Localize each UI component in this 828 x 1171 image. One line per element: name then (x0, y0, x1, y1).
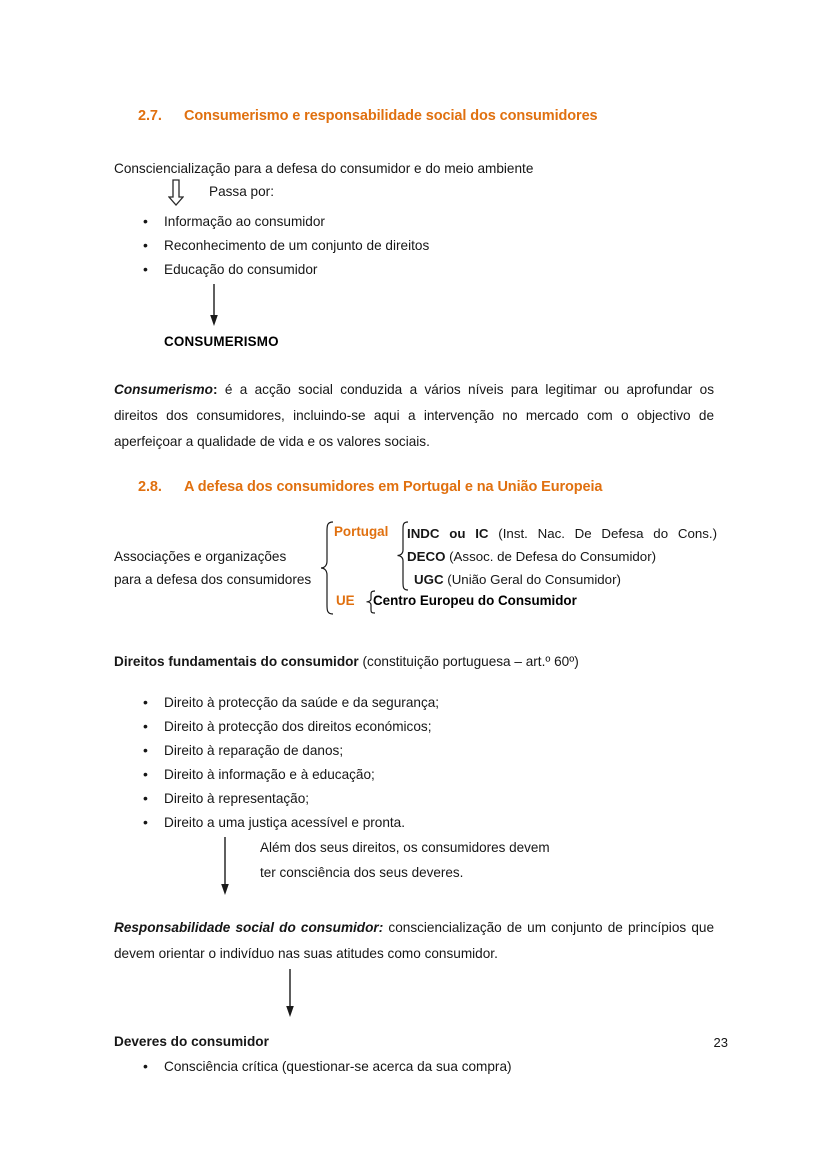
definition-term: Consumerismo (114, 382, 213, 397)
down-arrow-icon (207, 282, 221, 328)
hollow-down-arrow-icon (168, 179, 184, 205)
duties-note-text (260, 835, 550, 885)
group-label-ue: UE (336, 593, 355, 608)
duties-list (114, 1055, 714, 1079)
duties-note-block (114, 835, 714, 891)
association-acronym: Centro Europeu do Consumidor (373, 593, 577, 608)
section-title: Consumerismo e responsabilidade social dos consumidores (184, 108, 598, 124)
definition-separator: : (212, 382, 225, 397)
association-acronym: INDC ou IC (407, 526, 489, 541)
note-line: ter consciência dos seus deveres. (260, 865, 464, 880)
fundamental-rights-list (114, 691, 714, 835)
list-item: • Direito à representação; (114, 787, 714, 811)
passa-por-label: Passa por: (209, 184, 274, 199)
responsibility-term: Responsabilidade social do consumidor: (114, 920, 384, 935)
definition-body: é a acção social conduzida a vários níveis para legitimar ou aprofundar os direitos dos consumidores, incluindo-se aqui a intervenção no mercado com o objectivo de aperfeiçoar a qualidade de vida e os valores sociais. (114, 382, 714, 449)
association-row (407, 568, 717, 591)
intro-paragraph: Consciencialização para a defesa do consumidor e do meio ambiente (114, 161, 534, 176)
list-item: • Educação do consumidor (114, 258, 714, 282)
list-item: • Direito à protecção dos direitos económicos; (114, 715, 714, 739)
page-number: 23 (713, 1035, 728, 1050)
down-arrow-icon (283, 967, 297, 1019)
section-title: A defesa dos consumidores em Portugal e na União Europeia (184, 479, 603, 495)
duties-heading-text: Deveres do consumidor (114, 1034, 269, 1049)
association-expansion: (União Geral do Consumidor) (447, 572, 621, 587)
list-item: • Reconhecimento de um conjunto de direitos (114, 234, 714, 258)
association-acronym: DECO (407, 549, 446, 564)
left-brace-icon (319, 521, 335, 615)
list-item: • Direito à informação e à educação; (114, 763, 714, 787)
arrow-to-consumerismo-container (114, 282, 714, 334)
list-item: • Informação ao consumidor (114, 210, 714, 234)
section-heading-2-7 (138, 108, 714, 124)
consumerism-bullet-list (114, 210, 714, 282)
association-row (407, 545, 717, 568)
section-number: 2.7. (138, 108, 162, 124)
social-responsibility-paragraph (114, 915, 714, 967)
section-number: 2.8. (138, 479, 162, 495)
responsibility-body: consciencialização de um conjunto de princípios que devem orientar o indivíduo nas suas atitudes como consumidor. (114, 920, 715, 961)
arrow-to-duties-container (114, 967, 714, 1029)
list-item: • Direito a uma justiça acessível e pronta. (114, 811, 714, 835)
diagram-left-label: Associações e organizações para a defesa dos consumidores (114, 549, 312, 587)
rights-heading-bold: Direitos fundamentais do consumidor (114, 654, 359, 669)
down-arrow-icon (218, 835, 232, 897)
page-content (114, 108, 717, 1079)
consumerismo-label: CONSUMERISMO (164, 334, 279, 349)
association-expansion: (Assoc. de Defesa do Consumidor) (449, 549, 657, 564)
list-item: • Consciência crítica (questionar-se acerca da sua compra) (114, 1055, 714, 1079)
section-heading-2-8 (138, 479, 714, 495)
association-row (407, 522, 717, 545)
associations-diagram (114, 519, 717, 629)
list-item: • Direito à protecção da saúde e da segurança; (114, 691, 714, 715)
passa-por-row (114, 182, 714, 210)
note-line: Além dos seus direitos, os consumidores devem (260, 840, 550, 855)
duties-heading (114, 1029, 714, 1055)
rights-heading-rest: (constituição portuguesa – art.º 60º) (358, 654, 579, 669)
portugal-items (407, 522, 717, 591)
association-acronym: UGC (414, 572, 444, 587)
fundamental-rights-heading (114, 649, 714, 675)
list-item: • Direito à reparação de danos; (114, 739, 714, 763)
group-label-portugal: Portugal (334, 524, 389, 539)
association-expansion: (Inst. Nac. De Defesa do Cons.) (498, 526, 717, 541)
consumerismo-definition (114, 377, 714, 455)
